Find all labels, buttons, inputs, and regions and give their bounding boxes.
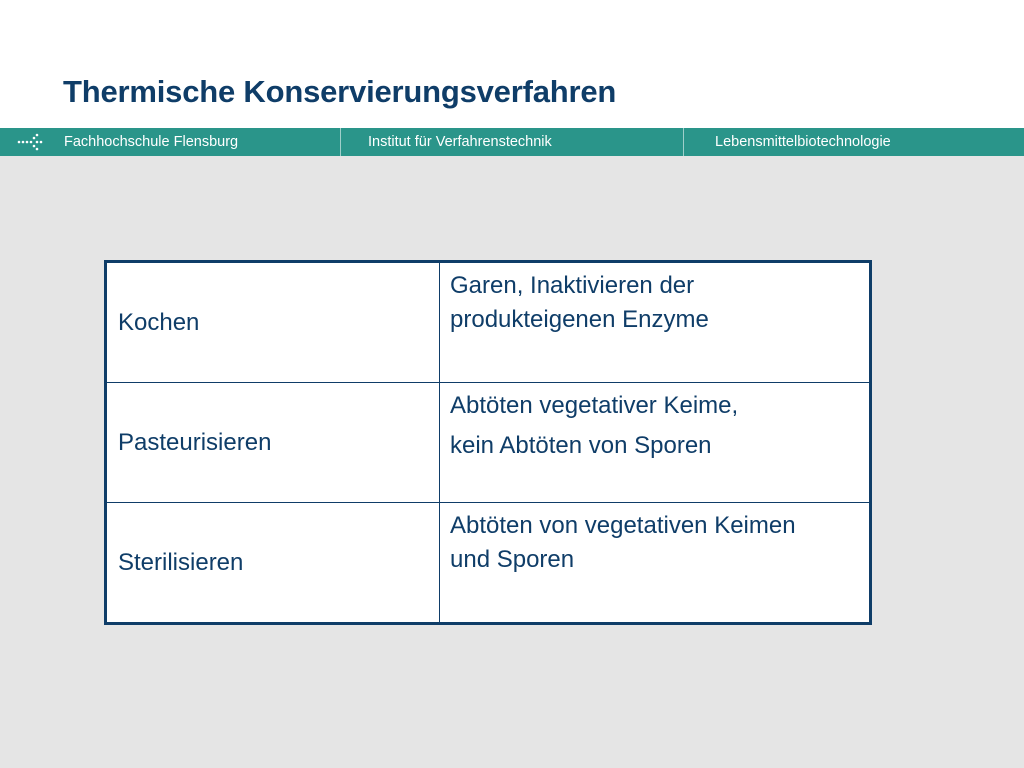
description-line: und Sporen bbox=[450, 546, 575, 573]
table-row bbox=[106, 503, 871, 624]
band-divider bbox=[340, 128, 341, 156]
slide-content bbox=[0, 156, 1024, 768]
band-segment-department: Lebensmittelbiotechnologie bbox=[715, 134, 891, 150]
description-line: Abtöten von vegetativen Keimen bbox=[450, 512, 796, 539]
slide-header bbox=[0, 0, 1024, 128]
slide-title: Thermische Konservierungsverfahren bbox=[63, 74, 617, 109]
band-divider bbox=[683, 128, 684, 156]
table-row bbox=[106, 383, 871, 503]
arrow-dots-logo-icon bbox=[17, 133, 45, 151]
method-cell bbox=[106, 503, 440, 624]
method-label: Pasteurisieren bbox=[118, 428, 272, 456]
band-segment-institute: Institut für Verfahrenstechnik bbox=[368, 134, 552, 150]
description-line: Garen, Inaktivieren der bbox=[450, 272, 695, 299]
description-cell bbox=[440, 383, 871, 503]
description-line: kein Abtöten von Sporen bbox=[450, 432, 712, 459]
table-row bbox=[106, 262, 871, 383]
description-cell bbox=[440, 262, 871, 383]
band-segment-university: Fachhochschule Flensburg bbox=[64, 134, 239, 150]
method-cell bbox=[106, 383, 440, 503]
description-line: produkteigenen Enzyme bbox=[450, 306, 709, 333]
method-label: Kochen bbox=[118, 308, 200, 336]
method-label: Sterilisieren bbox=[118, 548, 244, 576]
institution-band bbox=[0, 128, 1024, 156]
description-line: Abtöten vegetativer Keime, bbox=[450, 392, 739, 419]
description-cell bbox=[440, 503, 871, 624]
method-cell bbox=[106, 262, 440, 383]
conservation-methods-table bbox=[104, 260, 872, 625]
